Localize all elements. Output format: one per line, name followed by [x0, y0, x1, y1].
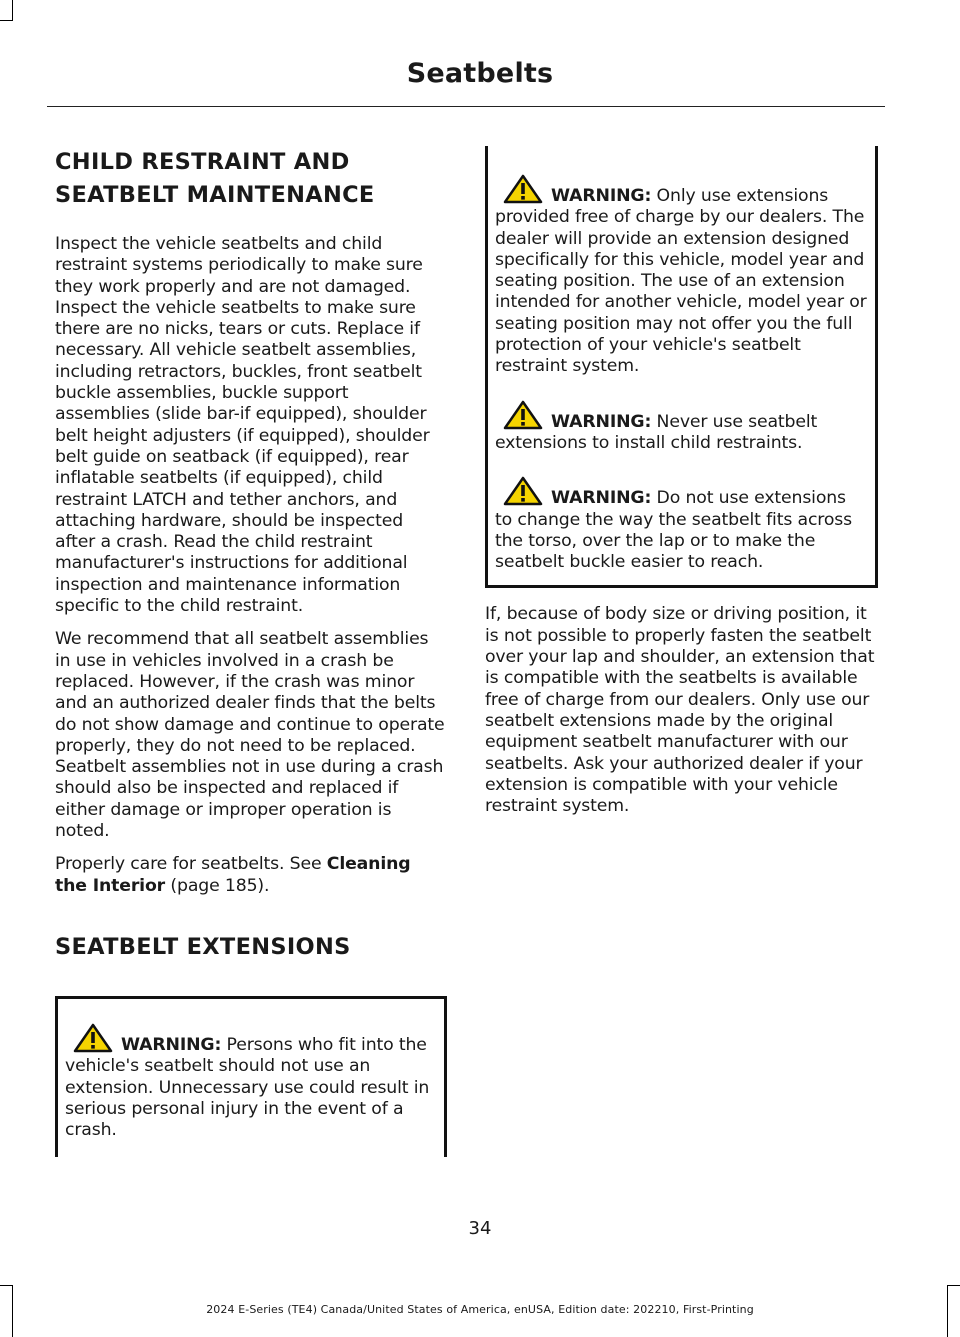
crop-mark — [0, 20, 13, 21]
page-title: Seatbelts — [406, 58, 554, 89]
warning-persons-fit — [65, 1023, 437, 1141]
warning-label: WARNING: — [551, 488, 652, 509]
crop-mark — [12, 0, 13, 20]
warning-belt-fit — [495, 476, 868, 573]
warning-triangle-icon — [503, 476, 543, 506]
warning-label: WARNING: — [551, 411, 652, 432]
section-title-extensions: SEATBELT EXTENSIONS — [55, 933, 351, 960]
text-run: (page 185). — [165, 875, 270, 896]
warning-label: WARNING: — [121, 1034, 222, 1055]
maintenance-paragraph-2: We recommend that all seatbelt assemblies in use in vehicles involved in a crash be replaced. However, if the crash was minor and an authorized dealer finds that the belts do not show damage and continue to operate properly, they do not need to be replaced. Seatbelt assemblies not in use during a crash should also be inspected and replaced if either damage or improper operation is noted. — [55, 629, 445, 842]
section-title-maintenance: CHILD RESTRAINT AND SEATBELT MAINTENANCE — [55, 149, 375, 208]
warning-box — [485, 146, 878, 588]
warning-text: Persons who fit into the vehicle's seatbelt should not use an extension. Unnecessary use could result in serious personal injury in the event of a crash. — [65, 1034, 430, 1141]
cleaning-interior-link[interactable]: Cleaning the Interior — [55, 854, 411, 896]
maintenance-paragraph-3 — [55, 854, 447, 897]
left-column — [55, 146, 447, 1157]
page-number: 34 — [468, 1218, 492, 1239]
warning-text: Never use seatbelt extensions to install child restraints. — [495, 411, 818, 453]
maintenance-paragraph-1: Inspect the vehicle seatbelts and child restraint systems periodically to make sure they work properly and are not damaged. Inspect the vehicle seatbelts to make sure there are no nicks, tears or cuts. Replace if necessary. All vehicle seatbelt assemblies, including retractors, buckles, front seatbelt buckle assemblies, buckle support assemblies (slide bar-if equipped), shoulder belt height adjusters (if equipped), shoulder belt guide on seatback (if equipped), rear inflatable seatbelts (if equipped), child restraint LATCH and tether anchors, and attaching hardware, should be inspected after a crash. Read the child restraint manufacturer's instructions for additional inspection and maintenance information specific to the child restraint. — [55, 234, 430, 617]
warning-triangle-icon — [503, 400, 543, 430]
warning-child-restraints — [495, 400, 868, 455]
crop-mark — [0, 1285, 13, 1286]
warning-triangle-icon — [73, 1023, 113, 1053]
warning-text: Only use extensions provided free of charge by our dealers. The dealer will provide an extension designed specifically for this vehicle, model year and seating position. The use of an extension intended for another vehicle, model year or seating position may not offer you the full protection of your vehicle's seatbelt restraint system. — [495, 186, 867, 377]
edition-footer: 2024 E-Series (TE4) Canada/United States of America, enUSA, Edition date: 202210, First-Printing — [206, 1303, 754, 1316]
right-column — [485, 146, 878, 829]
extension-availability-paragraph: If, because of body size or driving position, it is not possible to properly fasten the seatbelt over your lap and shoulder, an extension that is compatible with the seatbelts is available free of charge from our dealers. Only use our seatbelt extensions made by the original equipment seatbelt manufacturer with our seatbelts. Ask your authorized dealer if your extension is compatible with your vehicle restraint system. — [485, 604, 875, 817]
warning-text: Do not use extensions to change the way the seatbelt fits across the torso, over the lap or to make the seatbelt buckle easier to reach. — [495, 488, 853, 573]
crop-mark — [947, 1285, 960, 1286]
warning-label: WARNING: — [551, 186, 652, 206]
warning-triangle-icon — [503, 174, 543, 204]
text-run: Properly care for seatbelts. See — [55, 854, 327, 875]
header-divider — [47, 106, 885, 107]
warning-dealer-extensions — [495, 174, 868, 378]
warning-box — [55, 996, 447, 1157]
